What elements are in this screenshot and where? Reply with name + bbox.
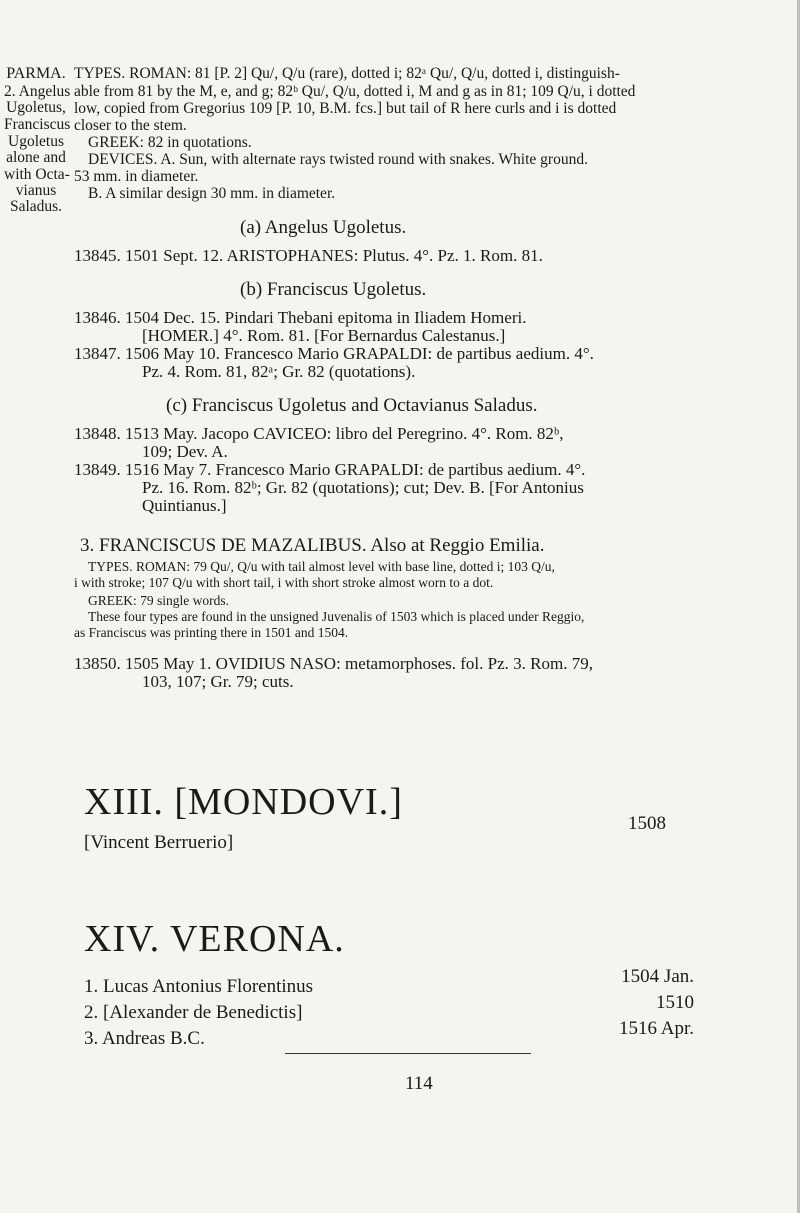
- verona-heading: XIV. VERONA.: [84, 918, 345, 960]
- margin-note-line: Franciscus: [4, 116, 71, 133]
- margin-head: PARMA.: [6, 65, 66, 82]
- mazalibus-greek-line: GREEK: 79 single words.: [88, 593, 229, 608]
- types-roman-line: closer to the stem.: [74, 117, 187, 134]
- section-b-heading: (b) Franciscus Ugoletus.: [240, 279, 427, 300]
- devices-b-line: B. A similar design 30 mm. in diameter.: [88, 185, 336, 202]
- verona-date: 1510: [656, 992, 694, 1013]
- margin-note-line: alone and: [6, 149, 66, 166]
- mazalibus-types-line: TYPES. ROMAN: 79 Qu/, Q/u with tail almost level with base line, dotted i; 103 Q/u,: [88, 559, 555, 574]
- entry-13847-line: 13847. 1506 May 10. Francesco Mario GRAPALDI: de partibus aedium. 4°.: [74, 344, 594, 363]
- mondovi-year: 1508: [628, 813, 666, 834]
- mazalibus-heading: 3. FRANCISCUS DE MAZALIBUS. Also at Reggio Emilia.: [80, 535, 545, 556]
- section-a-heading: (a) Angelus Ugoletus.: [240, 217, 407, 238]
- margin-note-line: vianus: [15, 182, 57, 199]
- mondovi-heading: XIII. [MONDOVI.]: [84, 781, 403, 823]
- entry-13848-line: 13848. 1513 May. Jacopo CAVICEO: libro del Peregrino. 4°. Rom. 82ᵇ,: [74, 424, 564, 443]
- margin-note-line: with Octa-: [4, 166, 70, 183]
- entry-13850-line: 103, 107; Gr. 79; cuts.: [142, 672, 294, 691]
- margin-note-line: Ugoletus,: [6, 99, 66, 116]
- section-c-heading: (c) Franciscus Ugoletus and Octavianus Saladus.: [166, 395, 538, 416]
- devices-a-line: DEVICES. A. Sun, with alternate rays twisted round with snakes. White ground.: [88, 151, 588, 168]
- verona-printer: 1. Lucas Antonius Florentinus: [84, 976, 314, 997]
- entry-13846-line: [HOMER.] 4°. Rom. 81. [For Bernardus Calestanus.]: [142, 326, 506, 345]
- page-number: 114: [405, 1073, 433, 1094]
- types-roman-line: TYPES. ROMAN: 81 [P. 2] Qu/, Q/u (rare), dotted i; 82ᵃ Qu/, Q/u, dotted i, distinguish-: [74, 65, 620, 82]
- types-greek-line: GREEK: 82 in quotations.: [88, 134, 252, 151]
- types-roman-line: able from 81 by the M, e, and g; 82ᵇ Qu/, Q/u, dotted i, M and g as in 81; 109 Q/u, i dotted: [74, 83, 636, 100]
- verona-date: 1504 Jan.: [621, 966, 694, 987]
- types-roman-line: low, copied from Gregorius 109 [P. 10, B.M. fcs.] but tail of R here curls and i is dotted: [74, 100, 617, 117]
- closing-rule: [285, 1053, 531, 1054]
- verona-date: 1516 Apr.: [619, 1018, 694, 1039]
- devices-a-line: 53 mm. in diameter.: [74, 168, 199, 185]
- margin-note-line: Saladus.: [9, 198, 63, 215]
- entry-13849-line: Pz. 16. Rom. 82ᵇ; Gr. 82 (quotations); cut; Dev. B. [For Antonius: [142, 478, 584, 497]
- entry-13848-line: 109; Dev. A.: [142, 442, 228, 461]
- entry-13846-line: 13846. 1504 Dec. 15. Pindari Thebani epitoma in Iliadem Homeri.: [74, 308, 527, 327]
- entry-13849-line: Quintianus.]: [142, 496, 227, 515]
- entry-13845: 13845. 1501 Sept. 12. ARISTOPHANES: Plutus. 4°. Pz. 1. Rom. 81.: [74, 246, 543, 265]
- mazalibus-greek-line: These four types are found in the unsigned Juvenalis of 1503 which is placed under Reggio,: [88, 609, 585, 624]
- entry-13847-line: Pz. 4. Rom. 81, 82ᵃ; Gr. 82 (quotations).: [142, 362, 416, 381]
- margin-note-line: 2. Angelus: [4, 83, 71, 100]
- mondovi-printer: [Vincent Berruerio]: [84, 832, 234, 853]
- entry-13849-line: 13849. 1516 May 7. Francesco Mario GRAPALDI: de partibus aedium. 4°.: [74, 460, 586, 479]
- verona-printer: 3. Andreas B.C.: [84, 1028, 205, 1049]
- margin-note-line: Ugoletus: [8, 133, 64, 150]
- verona-printer: 2. [Alexander de Benedictis]: [84, 1002, 303, 1023]
- entry-13850-line: 13850. 1505 May 1. OVIDIUS NASO: metamorphoses. fol. Pz. 3. Rom. 79,: [74, 654, 593, 673]
- mazalibus-greek-line: as Franciscus was printing there in 1501 and 1504.: [74, 625, 349, 640]
- mazalibus-types-line: i with stroke; 107 Q/u with short tail, i with short stroke almost worn to a dot.: [74, 575, 494, 590]
